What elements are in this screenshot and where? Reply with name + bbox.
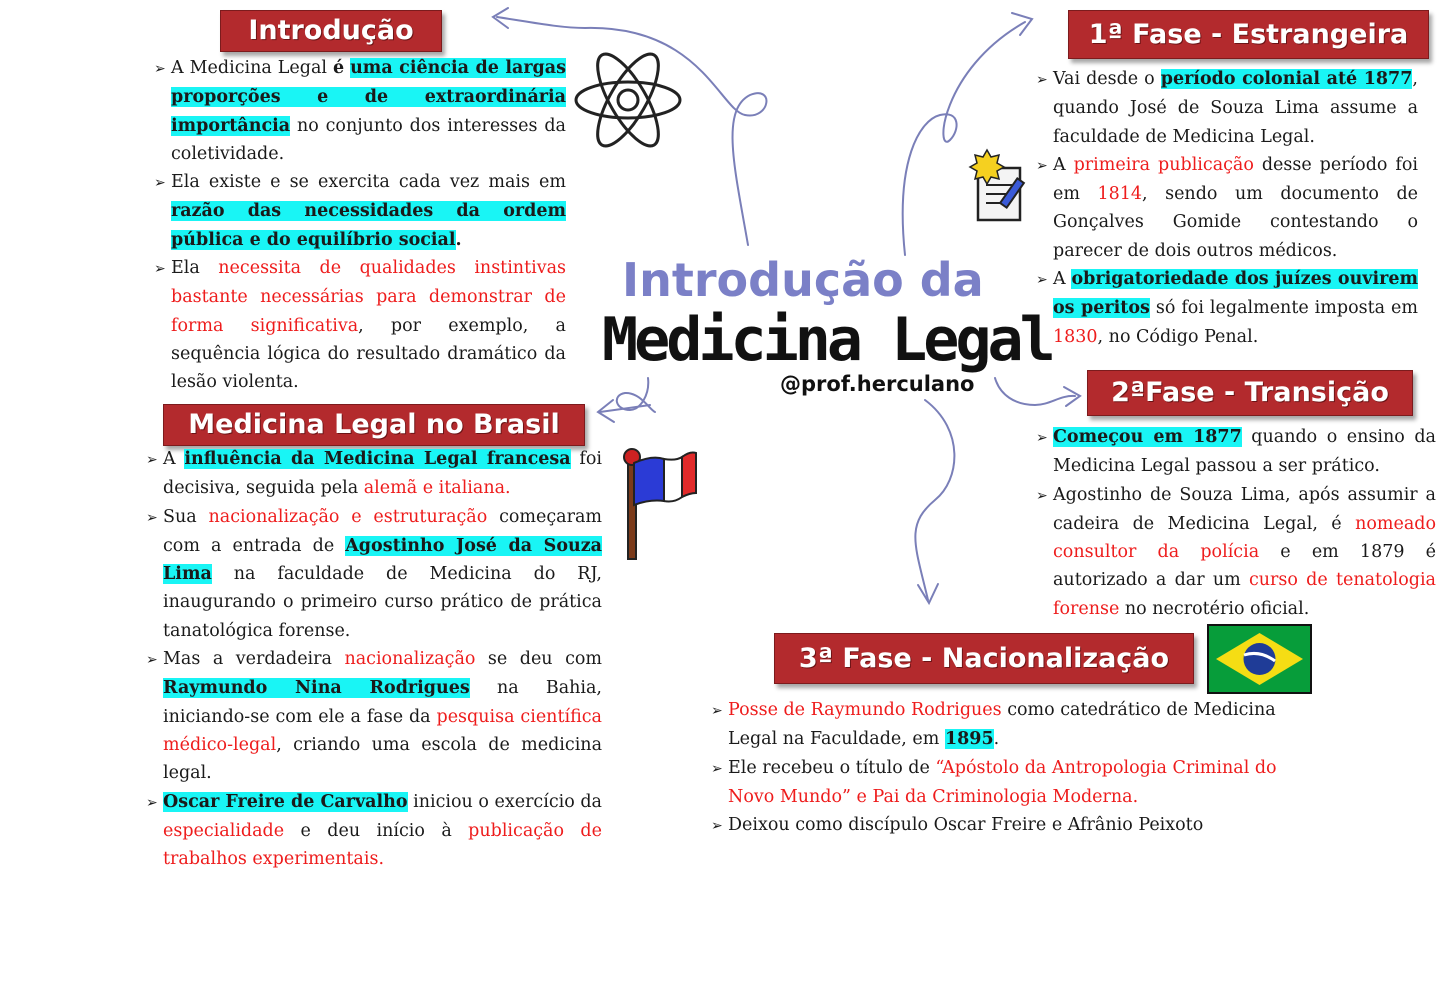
fase2-banner [1087,370,1413,416]
introducao-banner [220,10,442,52]
list-item: ➢ A influência da Medicina Legal francesa foi decisiva, seguida pela alemã e italiana. [146,449,602,499]
list-item: ➢ Deixou como discípulo Oscar Freire e Afrânio Peixoto [711,815,1204,836]
list-item: ➢ A Medicina Legal é uma ciência de largas proporções e de extraordinária importância no conjunto dos interesses da coletividade. [154,58,566,164]
brasil-banner [163,404,585,446]
center-title-line1: Introdução da [622,253,984,307]
author-handle: @prof.herculano [780,372,975,396]
introducao-text [154,54,566,397]
list-item: ➢ Ela necessita de qualidades instintivas bastante necessárias para demonstrar de forma significativa, por exemplo, a sequência lógica do resultado dramático da lesão violenta. [154,258,566,393]
list-item: ➢ A obrigatoriedade dos juízes ouvirem os peritos só foi legalmente imposta em 1830, no Código Penal. [1036,269,1418,347]
list-item: ➢ Começou em 1877 quando o ensino da Medicina Legal passou a ser prático. [1036,427,1436,477]
list-item: ➢ Ela existe e se exercita cada vez mais em razão das necessidades da ordem pública e do equilíbrio social. [154,172,566,250]
list-item: ➢ Posse de Raymundo Rodrigues como catedrático de Medicina Legal na Faculdade, em 1895. [711,700,1276,750]
brasil-title: Medicina Legal no Brasil [188,409,560,440]
fase1-title: 1ª Fase - Estrangeira [1088,19,1409,50]
fase1-text [1036,65,1418,351]
fase3-banner [774,633,1194,684]
list-item: ➢ A primeira publicação desse período foi em 1814, sendo um documento de Gonçalves Gomide contestando o parecer de dois outros médicos. [1036,154,1418,261]
brasil-text [146,445,602,873]
list-item: ➢ Sua nacionalização e estruturação começaram com a entrada de Agostinho José da Souza Lima na faculdade de Medicina do RJ, inaugurando o primeiro curso prático de prática tanatológica forense. [146,506,602,641]
list-item: ➢ Vai desde o período colonial até 1877, quando José de Souza Lima assume a faculdade de Medicina Legal. [1036,69,1418,147]
list-item: ➢ Ele recebeu o título de “Apóstolo da Antropologia Criminal do Novo Mundo” e Pai da Criminologia Moderna. [711,757,1277,807]
center-title-line2: Medicina Legal [602,305,1052,375]
fase2-text [1036,423,1436,623]
list-item: ➢ Mas a verdadeira nacionalização se deu com Raymundo Nina Rodrigues na Bahia, iniciando-se com ele a fase da pesquisa científica médico-legal, criando uma escola de medicina legal. [146,649,602,784]
fase2-title: 2ªFase - Transição [1111,377,1389,408]
list-item: ➢ Agostinho de Souza Lima, após assumir a cadeira de Medicina Legal, é nomeado consultor da polícia e em 1879 é autorizado a dar um curso de tenatologia forense no necrotério oficial. [1036,484,1436,619]
introducao-title: Introdução [248,15,414,46]
fase3-text [711,696,1281,840]
fase1-banner [1068,10,1429,59]
fase3-title: 3ª Fase - Nacionalização [798,643,1170,674]
list-item: ➢ Oscar Freire de Carvalho iniciou o exercício da especialidade e deu início à publicação de trabalhos experimentais. [146,791,602,870]
